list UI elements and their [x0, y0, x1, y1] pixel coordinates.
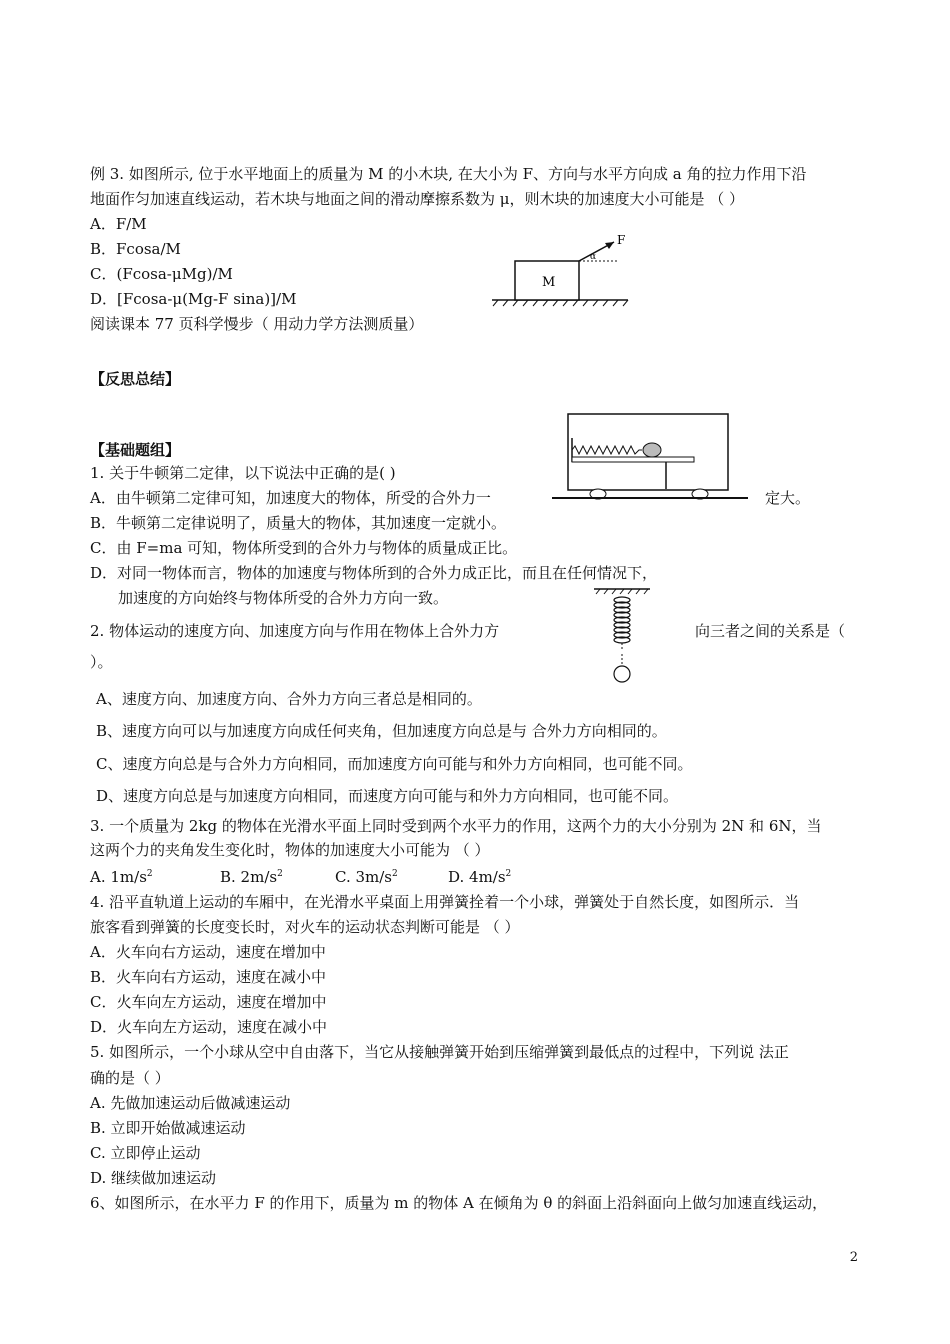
example3-option-c: C．(Fcosa-μMg)/M [90, 265, 233, 283]
page-number: 2 [849, 1250, 858, 1265]
q4-option-a: A．火车向右方运动，速度在增加中 [90, 943, 326, 961]
example3-line1: 例 3. 如图所示, 位于水平地面上的质量为 M 的小木块, 在大小为 F、方向与水平方向成 a 角的拉力作用下沿 [90, 165, 807, 183]
reflection-heading: 【反思总结】 [90, 370, 181, 388]
q1-option-b: B．牛顿第二定律说明了，质量大的物体，其加速度一定就小。 [90, 514, 507, 532]
table-top [572, 457, 694, 462]
ball [643, 443, 661, 457]
q3-option-b: B. $2m/s^2$ [220, 868, 283, 886]
q4-option-c: C．火车向左方运动，速度在增加中 [90, 993, 327, 1011]
example3-option-a: A．F/M [90, 215, 147, 233]
q2-option-a: A、速度方向、加速度方向、合外力方向三者总是相同的。 [96, 690, 482, 708]
q5-line1: 5. 如图所示，一个小球从空中自由落下，当它从接触弹簧开始到压缩弹簧到最低点的过程中，下列说 法正 [90, 1043, 789, 1061]
q1-option-d-line1: D．对同一物体而言，物体的加速度与物体所到的合外力成正比，而且在任何情况下， [90, 564, 658, 582]
q1-stem: 1. 关于牛顿第二定律，以下说法中正确的是( ) [90, 464, 396, 482]
q3-option-c: C. $3m/s^2$ [335, 868, 398, 886]
q2-option-b: B、速度方向可以与加速度方向成任何夹角，但加速度方向总是与 合外力方向相同的。 [96, 722, 667, 740]
q4-option-d: D．火车向左方运动，速度在减小中 [90, 1018, 328, 1036]
spring [572, 446, 642, 454]
example3-line2: 地面作匀加速直线运动，若木块与地面之间的滑动摩擦系数为 μ，则木块的加速度大小可能是 （ ） [90, 190, 745, 208]
q1-option-a-right: 定大。 [765, 489, 811, 507]
q6-line1: 6、如图所示，在水平力 F 的作用下，质量为 m 的物体 A 在倾角为 θ 的斜面上沿斜面向上做匀加速直线运动， [90, 1194, 828, 1212]
q3-option-a: A. $1m/s^2$ [90, 868, 153, 886]
hanging-spring-figure [592, 586, 652, 686]
q5-option-b: B. 立即开始做减速运动 [90, 1119, 246, 1137]
q3-option-d: D. $4m/s^2$ [448, 868, 512, 886]
q3-line2: 这两个力的夹角发生变化时，物体的加速度大小可能为 （ ） [90, 841, 490, 859]
q2-stem-right: 向三者之间的关系是（ [695, 622, 846, 640]
block-force-figure [490, 228, 640, 308]
example3-note: 阅读课本 77 页科学慢步（ 用动力学方法测质量） [90, 315, 424, 333]
q2-option-d: D、速度方向总是与加速度方向相同，而速度方向可能与和外力方向相同，也可能不同。 [96, 787, 679, 805]
force-label: F [617, 233, 626, 247]
q4-line1: 4. 沿平直轨道上运动的车厢中，在光滑水平桌面上用弹簧拴着一个小球，弹簧处于自然长度，如图所示．当 [90, 893, 800, 911]
block-m-label: M [542, 275, 556, 290]
coil-spring [614, 597, 630, 643]
angle-label: α [590, 252, 597, 262]
q2-stem-end: ）。 [90, 653, 113, 671]
q1-option-c: C．由 F=ma 可知，物体所受到的合外力与物体的质量成正比。 [90, 539, 518, 557]
ground-hatching [493, 300, 628, 306]
q2-option-c: C、速度方向总是与合外力方向相同，而加速度方向可能与和外力方向相同，也可能不同。 [96, 755, 693, 773]
q5-option-d: D. 继续做加速运动 [90, 1169, 217, 1187]
train-carriage-figure [550, 412, 750, 504]
basic-heading: 【基础题组】 [90, 441, 181, 459]
q3-line1: 3. 一个质量为 2kg 的物体在光滑水平面上同时受到两个水平力的作用，这两个力的大小分别为 2N 和 6N，当 [90, 817, 822, 835]
q2-stem-left: 2. 物体运动的速度方向、加速度方向与作用在物体上合外力方 [90, 622, 500, 640]
falling-ball [614, 666, 630, 682]
q5-option-c: C. 立即停止运动 [90, 1144, 201, 1162]
q5-line2: 确的是（ ） [90, 1069, 170, 1087]
q4-line2: 旅客看到弹簧的长度变长时，对火车的运动状态判断可能是 （ ） [90, 918, 520, 936]
q4-option-b: B．火车向右方运动，速度在减小中 [90, 968, 327, 986]
example3-option-d: D．[Fcosa-μ(Mg-F sina)]/M [90, 290, 297, 308]
q1-option-a-left: A．由牛顿第二定律可知，加速度大的物体，所受的合外力一 [90, 489, 491, 507]
q1-option-d-line2: 加速度的方向始终与物体所受的合外力方向一致。 [118, 589, 449, 607]
example3-option-b: B．Fcosa/M [90, 240, 181, 258]
q5-option-a: A. 先做加速运动后做减速运动 [90, 1094, 291, 1112]
